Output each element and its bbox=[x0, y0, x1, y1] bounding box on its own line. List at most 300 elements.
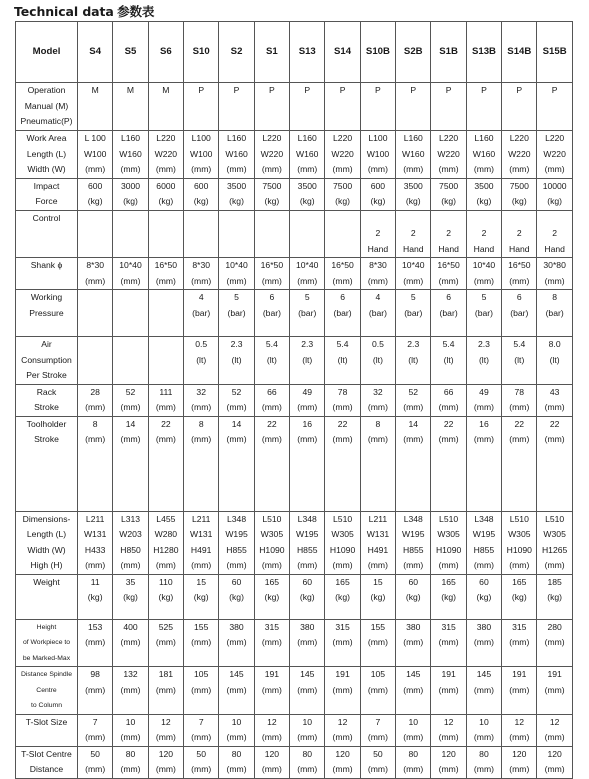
cell-value: Hand bbox=[367, 243, 389, 254]
cell-value: 4 bbox=[375, 292, 381, 302]
cell-value: (kg) bbox=[370, 196, 386, 206]
cell-value: 2.3 bbox=[230, 339, 243, 349]
table-cell bbox=[113, 210, 148, 258]
cell-value: 105 bbox=[370, 669, 386, 679]
cell-value: 49 bbox=[302, 386, 313, 397]
cell-value: L348 bbox=[297, 513, 317, 524]
model-header: S14B bbox=[502, 22, 537, 83]
cell-value: L348 bbox=[403, 513, 423, 524]
cell-value: (mm) bbox=[297, 402, 318, 412]
table-cell bbox=[184, 746, 219, 778]
table-cell bbox=[396, 416, 431, 511]
cell-value: (mm) bbox=[261, 402, 282, 412]
cell-value: L510 bbox=[509, 513, 529, 524]
cell-value: 2.3 bbox=[477, 339, 490, 349]
cell-value: 120 bbox=[547, 748, 562, 759]
cell-value: (mm) bbox=[438, 164, 459, 174]
cell-value: (mm) bbox=[155, 275, 176, 286]
table-row bbox=[16, 574, 573, 619]
cell-value: 15 bbox=[373, 576, 383, 587]
cell-value: 22 bbox=[267, 418, 277, 429]
cell-value: 16*50 bbox=[508, 260, 531, 270]
cell-value: (mm) bbox=[473, 164, 494, 174]
table-row bbox=[16, 619, 573, 667]
cell-value: 22 bbox=[161, 418, 171, 429]
table-cell bbox=[290, 416, 325, 511]
cell-value: W195 bbox=[296, 529, 319, 539]
table-cell bbox=[113, 619, 148, 667]
cell-value: 7500 bbox=[439, 180, 459, 191]
cell-value: (mm) bbox=[155, 402, 176, 412]
table-cell bbox=[466, 619, 501, 667]
cell-value: 80 bbox=[408, 748, 419, 759]
row-label bbox=[16, 83, 78, 131]
table-cell bbox=[148, 619, 183, 667]
table-cell bbox=[537, 131, 572, 179]
cell-value: (mm) bbox=[403, 164, 424, 174]
title-en: Technical data bbox=[14, 4, 114, 19]
cell-value: 6 bbox=[269, 292, 275, 302]
cell-value: (mm) bbox=[85, 560, 106, 570]
cell-value: 185 bbox=[547, 576, 562, 587]
cell-value: 7 bbox=[375, 716, 381, 727]
cell-value: (kg) bbox=[547, 592, 563, 602]
cell-value: (kg) bbox=[476, 196, 492, 206]
table-cell bbox=[325, 83, 360, 131]
cell-value: (lt) bbox=[231, 354, 242, 365]
table-cell bbox=[184, 210, 219, 258]
cell-value: (mm) bbox=[544, 732, 565, 742]
cell-value: W305 bbox=[508, 529, 531, 539]
table-cell bbox=[254, 210, 289, 258]
table-cell bbox=[290, 337, 325, 385]
row-label-line: be Marked-Max bbox=[22, 654, 71, 662]
table-cell bbox=[466, 714, 501, 746]
cell-value: (lt) bbox=[549, 354, 560, 365]
cell-value: 5.4 bbox=[265, 339, 278, 349]
cell-value: 2 bbox=[410, 228, 416, 238]
cell-value: (mm) bbox=[544, 434, 565, 444]
row-label-line: Width (W) bbox=[27, 164, 66, 174]
cell-value: 191 bbox=[335, 669, 350, 679]
table-cell bbox=[184, 416, 219, 511]
cell-value: 10 bbox=[408, 716, 419, 727]
cell-value: 10 bbox=[479, 716, 489, 727]
cell-value: H1090 bbox=[259, 544, 285, 555]
cell-value bbox=[431, 211, 465, 227]
table-cell bbox=[113, 714, 148, 746]
cell-value: L100 bbox=[368, 133, 388, 143]
cell-value: M bbox=[162, 85, 170, 95]
table-cell bbox=[396, 290, 431, 337]
table-cell bbox=[219, 511, 254, 574]
cell-value: (kg) bbox=[335, 196, 350, 206]
cell-value: (kg) bbox=[87, 592, 103, 602]
cell-value: 400 bbox=[123, 621, 138, 632]
cell-value: W195 bbox=[225, 529, 248, 539]
cell-value: P bbox=[198, 85, 205, 95]
table-cell bbox=[184, 131, 219, 179]
cell-value: 22 bbox=[443, 418, 454, 429]
cell-value: 2.3 bbox=[407, 339, 420, 349]
table-cell bbox=[219, 574, 254, 619]
row-label-line: of Workpiece to bbox=[22, 639, 71, 646]
row-label bbox=[16, 667, 78, 715]
row-label-line: Pneumatic(P) bbox=[20, 116, 73, 126]
cell-value: W220 bbox=[437, 148, 460, 159]
cell-value: (mm) bbox=[120, 732, 141, 742]
table-cell bbox=[184, 667, 219, 715]
cell-value: L160 bbox=[120, 133, 141, 143]
cell-value: L348 bbox=[474, 513, 494, 524]
table-cell bbox=[360, 384, 395, 416]
cell-value: (bar) bbox=[298, 307, 317, 318]
table-cell bbox=[148, 416, 183, 511]
cell-value: (lt) bbox=[514, 354, 525, 365]
cell-value: H1265 bbox=[541, 544, 568, 555]
cell-value: P bbox=[339, 85, 346, 95]
cell-value: 16 bbox=[302, 418, 313, 429]
row-label-line: Width (W) bbox=[27, 544, 66, 555]
cell-value: (mm) bbox=[438, 402, 459, 412]
header-row bbox=[16, 22, 573, 83]
cell-value: (mm) bbox=[473, 684, 494, 695]
cell-value: 43 bbox=[549, 386, 560, 397]
cell-value: (mm) bbox=[120, 164, 141, 174]
cell-value: 315 bbox=[441, 621, 456, 632]
cell-value: (mm) bbox=[261, 434, 282, 444]
table-cell bbox=[219, 384, 254, 416]
cell-value: (mm) bbox=[191, 164, 212, 174]
cell-value: L510 bbox=[439, 513, 459, 524]
cell-value: L510 bbox=[262, 513, 282, 524]
table-cell bbox=[502, 337, 537, 385]
table-cell bbox=[219, 667, 254, 715]
table-cell bbox=[113, 83, 148, 131]
table-cell bbox=[148, 511, 183, 574]
model-header: S13B bbox=[466, 22, 501, 83]
table-cell bbox=[431, 714, 466, 746]
row-label-line: T-Slot Size bbox=[25, 716, 68, 727]
row-label-line: Dimensions- bbox=[22, 513, 71, 524]
cell-value: L220 bbox=[262, 133, 282, 143]
cell-value: 145 bbox=[406, 669, 421, 679]
cell-value: (kg) bbox=[158, 592, 174, 602]
cell-value: 2 bbox=[446, 228, 451, 238]
cell-value: H1090 bbox=[329, 544, 356, 555]
cell-value: 80 bbox=[231, 748, 242, 759]
table-cell bbox=[325, 178, 360, 210]
table-cell bbox=[466, 290, 501, 337]
cell-value: (mm) bbox=[332, 684, 353, 695]
cell-value: (mm) bbox=[473, 732, 494, 742]
cell-value: 50 bbox=[90, 748, 100, 759]
table-cell bbox=[431, 511, 466, 574]
cell-value: 50 bbox=[373, 748, 383, 759]
cell-value: 11 bbox=[90, 576, 100, 587]
cell-value: L 100 bbox=[84, 133, 106, 143]
cell-value: (mm) bbox=[226, 434, 247, 444]
table-cell bbox=[290, 746, 325, 778]
cell-value: 145 bbox=[300, 669, 315, 679]
table-cell bbox=[184, 290, 219, 337]
cell-value: H855 bbox=[402, 544, 424, 555]
table-cell bbox=[502, 258, 537, 290]
table-cell bbox=[148, 574, 183, 619]
cell-value: (mm) bbox=[297, 684, 318, 695]
table-cell bbox=[502, 178, 537, 210]
table-cell bbox=[502, 83, 537, 131]
cell-value: Hand bbox=[544, 243, 565, 254]
table-cell bbox=[325, 210, 360, 258]
cell-value: (mm) bbox=[438, 637, 459, 647]
cell-value: W220 bbox=[154, 148, 178, 159]
model-header: S2B bbox=[396, 22, 431, 83]
cell-value: 12 bbox=[161, 716, 171, 727]
cell-value: (mm) bbox=[226, 560, 247, 570]
table-cell bbox=[466, 83, 501, 131]
table-cell bbox=[431, 619, 466, 667]
table-row bbox=[16, 210, 573, 258]
cell-value: W305 bbox=[437, 529, 460, 539]
table-cell bbox=[325, 511, 360, 574]
cell-value: (mm) bbox=[191, 637, 212, 647]
cell-value: (mm) bbox=[473, 560, 494, 570]
table-cell bbox=[360, 337, 395, 385]
row-label bbox=[16, 384, 78, 416]
cell-value: 78 bbox=[337, 386, 348, 397]
row-label-line: Rack bbox=[36, 386, 57, 397]
cell-value: L220 bbox=[333, 133, 353, 143]
cell-value: (mm) bbox=[509, 164, 530, 174]
cell-value: (mm) bbox=[120, 764, 141, 774]
table-cell bbox=[325, 337, 360, 385]
cell-value: (mm) bbox=[403, 764, 424, 774]
table-cell bbox=[113, 511, 148, 574]
cell-value: H855 bbox=[473, 544, 495, 555]
model-header: S10B bbox=[360, 22, 395, 83]
table-cell bbox=[78, 714, 113, 746]
cell-value: 5 bbox=[234, 292, 239, 302]
cell-value: (mm) bbox=[155, 732, 176, 742]
cell-value: (mm) bbox=[120, 275, 141, 286]
row-label-line: Length (L) bbox=[26, 529, 67, 539]
cell-value: (mm) bbox=[403, 684, 424, 695]
cell-value: (kg) bbox=[441, 592, 457, 602]
cell-value: 35 bbox=[125, 576, 136, 587]
table-cell bbox=[78, 574, 113, 619]
cell-value: 191 bbox=[547, 669, 562, 679]
table-cell bbox=[431, 416, 466, 511]
cell-value: L510 bbox=[333, 513, 353, 524]
row-label-line: Per Stroke bbox=[26, 370, 67, 380]
cell-value: (mm) bbox=[403, 637, 424, 647]
table-cell bbox=[502, 574, 537, 619]
table-cell bbox=[360, 178, 395, 210]
cell-value: 8*30 bbox=[86, 260, 105, 270]
cell-value: W100 bbox=[83, 148, 107, 159]
cell-value: 22 bbox=[549, 418, 560, 429]
table-cell bbox=[290, 384, 325, 416]
cell-value: (mm) bbox=[226, 732, 247, 742]
cell-value: L313 bbox=[120, 513, 141, 524]
cell-value: (kg) bbox=[335, 592, 350, 602]
model-header: S1B bbox=[431, 22, 466, 83]
cell-value: (mm) bbox=[438, 732, 459, 742]
cell-value: M bbox=[91, 85, 99, 95]
cell-value: (mm) bbox=[403, 275, 424, 286]
cell-value: (mm) bbox=[332, 637, 353, 647]
table-cell bbox=[325, 574, 360, 619]
row-label bbox=[16, 511, 78, 574]
table-cell bbox=[466, 574, 501, 619]
cell-value: 10 bbox=[302, 716, 313, 727]
cell-value: (mm) bbox=[85, 164, 106, 174]
cell-value: (mm) bbox=[155, 637, 176, 647]
cell-value: 32 bbox=[373, 386, 383, 397]
row-label-line: Consumption bbox=[21, 354, 72, 365]
cell-value: (mm) bbox=[403, 434, 424, 444]
row-label bbox=[16, 746, 78, 778]
cell-value: (mm) bbox=[332, 164, 353, 174]
cell-value: P bbox=[445, 85, 452, 95]
table-cell bbox=[360, 746, 395, 778]
cell-value: (mm) bbox=[332, 275, 353, 286]
cell-value: (mm) bbox=[367, 637, 388, 647]
cell-value: L100 bbox=[191, 133, 211, 143]
row-label bbox=[16, 258, 78, 290]
cell-value: 6 bbox=[340, 292, 345, 302]
table-cell bbox=[148, 83, 183, 131]
cell-value: (mm) bbox=[509, 684, 530, 695]
table-row bbox=[16, 416, 573, 511]
row-label-line: Stroke bbox=[34, 434, 59, 444]
table-cell bbox=[537, 714, 572, 746]
table-cell bbox=[396, 178, 431, 210]
cell-value: L160 bbox=[226, 133, 247, 143]
cell-value: 3500 bbox=[226, 180, 247, 191]
table-cell bbox=[466, 746, 501, 778]
table-cell bbox=[466, 511, 501, 574]
table-cell bbox=[360, 258, 395, 290]
table-cell bbox=[78, 511, 113, 574]
table-cell bbox=[113, 746, 148, 778]
cell-value: (mm) bbox=[438, 434, 459, 444]
cell-value: (mm) bbox=[367, 402, 388, 412]
cell-value: (kg) bbox=[229, 196, 244, 206]
cell-value: 50 bbox=[196, 748, 206, 759]
cell-value: 10*40 bbox=[402, 260, 425, 270]
table-cell bbox=[254, 290, 289, 337]
cell-value: 315 bbox=[512, 621, 527, 632]
row-label bbox=[16, 178, 78, 210]
cell-value: 191 bbox=[512, 669, 527, 679]
cell-value: (kg) bbox=[370, 592, 386, 602]
cell-value: 165 bbox=[512, 576, 527, 587]
cell-value: L160 bbox=[474, 133, 494, 143]
table-cell bbox=[290, 210, 325, 258]
cell-value: 4 bbox=[198, 292, 204, 302]
cell-value: (mm) bbox=[226, 275, 247, 286]
table-cell bbox=[502, 667, 537, 715]
row-label-line: Pressure bbox=[29, 307, 64, 318]
cell-value: W131 bbox=[366, 529, 390, 539]
cell-value: (mm) bbox=[85, 434, 106, 444]
cell-value: 8 bbox=[552, 292, 558, 302]
table-row bbox=[16, 258, 573, 290]
cell-value: 120 bbox=[441, 748, 456, 759]
table-cell bbox=[431, 131, 466, 179]
table-cell bbox=[325, 416, 360, 511]
cell-value: (mm) bbox=[297, 434, 318, 444]
cell-value: (bar) bbox=[439, 307, 458, 318]
table-cell bbox=[466, 416, 501, 511]
cell-value: (mm) bbox=[297, 275, 318, 286]
cell-value: (lt) bbox=[302, 354, 313, 365]
cell-value: H491 bbox=[190, 544, 212, 555]
cell-value: W220 bbox=[543, 148, 566, 159]
table-cell bbox=[502, 290, 537, 337]
table-row bbox=[16, 384, 573, 416]
table-cell bbox=[113, 337, 148, 385]
table-cell bbox=[396, 384, 431, 416]
cell-value: (lt) bbox=[408, 354, 419, 365]
cell-value: (kg) bbox=[405, 196, 421, 206]
table-cell bbox=[502, 384, 537, 416]
table-cell bbox=[396, 131, 431, 179]
table-cell bbox=[219, 619, 254, 667]
cell-value: (mm) bbox=[473, 637, 494, 647]
cell-value bbox=[537, 211, 571, 227]
cell-value: 191 bbox=[441, 669, 456, 679]
cell-value: P bbox=[410, 85, 417, 95]
table-row bbox=[16, 746, 573, 778]
cell-value: (mm) bbox=[509, 732, 530, 742]
cell-value: Hand bbox=[402, 243, 424, 254]
table-cell bbox=[78, 290, 113, 337]
table-cell bbox=[537, 258, 572, 290]
cell-value: 16*50 bbox=[437, 260, 460, 270]
cell-value: (mm) bbox=[509, 560, 530, 570]
cell-value: (mm) bbox=[332, 732, 353, 742]
cell-value: 315 bbox=[335, 621, 350, 632]
table-cell bbox=[537, 178, 572, 210]
table-cell bbox=[537, 290, 572, 337]
cell-value: (mm) bbox=[261, 637, 282, 647]
cell-value: 8 bbox=[375, 418, 381, 429]
cell-value: (mm) bbox=[120, 684, 141, 695]
cell-value: 600 bbox=[194, 180, 209, 191]
cell-value: (mm) bbox=[473, 275, 494, 286]
table-cell bbox=[254, 83, 289, 131]
row-label bbox=[16, 290, 78, 337]
row-label-line: Impact bbox=[33, 180, 60, 191]
cell-value: (mm) bbox=[509, 764, 530, 774]
cell-value: 14 bbox=[408, 418, 419, 429]
cell-value: 80 bbox=[302, 748, 313, 759]
cell-value: (kg) bbox=[264, 592, 280, 602]
cell-value: 78 bbox=[514, 386, 525, 397]
table-cell bbox=[360, 667, 395, 715]
cell-value: 52 bbox=[231, 386, 242, 397]
cell-value: 49 bbox=[479, 386, 489, 397]
cell-value: 6000 bbox=[156, 180, 176, 191]
cell-value: (bar) bbox=[262, 307, 281, 318]
cell-value: Hand bbox=[438, 243, 459, 254]
cell-value: 12 bbox=[549, 716, 560, 727]
cell-value: 120 bbox=[512, 748, 527, 759]
cell-value: W220 bbox=[508, 148, 531, 159]
